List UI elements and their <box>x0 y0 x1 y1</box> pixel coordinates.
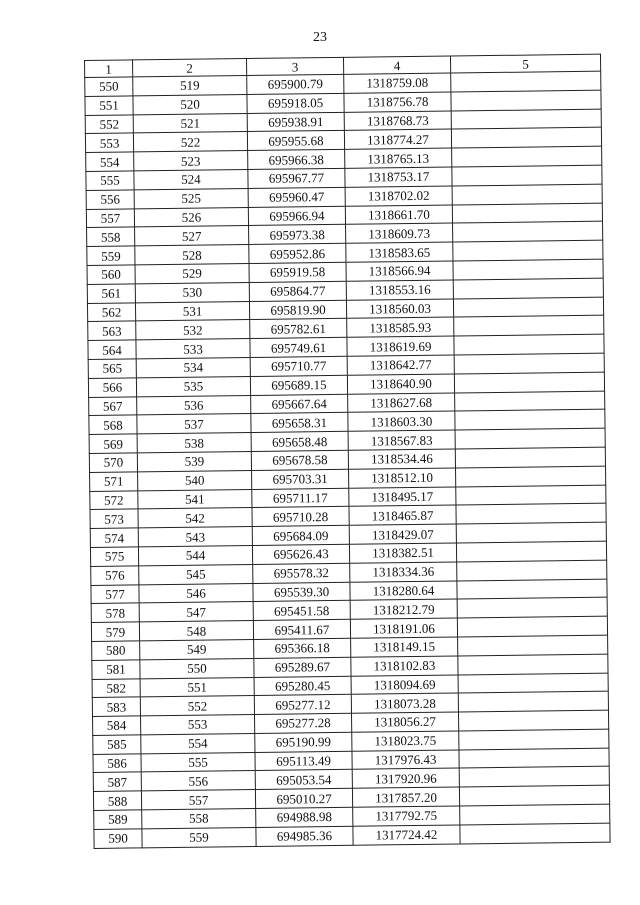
row-number-cell: 570 <box>89 453 137 472</box>
coordinate-x-cell: 695960.47 <box>248 187 345 207</box>
row-number-cell: 551 <box>85 96 133 115</box>
row-number-cell: 577 <box>91 584 139 603</box>
row-number-cell: 584 <box>93 716 141 735</box>
point-number-cell: 522 <box>133 132 247 152</box>
row-number-cell: 569 <box>89 434 137 453</box>
point-number-cell: 548 <box>139 621 253 641</box>
coordinate-x-cell: 695710.28 <box>252 507 349 527</box>
point-number-cell: 551 <box>140 677 254 697</box>
row-number-cell: 580 <box>92 641 140 660</box>
row-number-cell: 552 <box>85 114 133 133</box>
coordinate-x-cell: 695289.67 <box>254 657 351 677</box>
point-number-cell: 520 <box>133 94 247 114</box>
note-cell <box>454 316 604 337</box>
coordinate-y-cell: 1318334.36 <box>350 562 457 582</box>
note-cell <box>458 673 608 694</box>
point-number-cell: 523 <box>134 151 248 171</box>
coordinate-y-cell: 1318759.08 <box>344 73 451 93</box>
point-number-cell: 528 <box>135 245 249 265</box>
coordinate-y-cell: 1317792.75 <box>353 806 460 826</box>
coordinate-x-cell: 695539.30 <box>253 582 350 602</box>
coordinate-y-cell: 1318567.83 <box>348 430 455 450</box>
coordinate-y-cell: 1318465.87 <box>349 505 456 525</box>
row-number-cell: 590 <box>94 829 142 848</box>
note-cell <box>460 804 610 825</box>
coordinate-x-cell: 695938.91 <box>247 112 344 132</box>
coordinate-x-cell: 695658.31 <box>251 413 348 433</box>
row-number-cell: 586 <box>93 754 141 773</box>
row-number-cell: 572 <box>90 490 138 509</box>
coordinate-x-cell: 695900.79 <box>247 74 344 94</box>
point-number-cell: 538 <box>137 433 251 453</box>
coordinate-x-cell: 695864.77 <box>249 281 346 301</box>
coordinates-table <box>84 54 611 849</box>
row-number-cell: 550 <box>85 77 133 96</box>
note-cell <box>452 146 602 167</box>
coordinate-x-cell: 695053.54 <box>255 770 352 790</box>
coordinate-x-cell: 695658.48 <box>251 431 348 451</box>
note-cell <box>453 222 603 243</box>
coordinate-y-cell: 1318603.30 <box>348 411 455 431</box>
note-cell <box>455 447 605 468</box>
row-number-cell: 567 <box>89 396 137 415</box>
coordinate-y-cell: 1317976.43 <box>352 750 459 770</box>
coordinate-y-cell: 1317724.42 <box>353 825 460 845</box>
note-cell <box>451 128 601 149</box>
note-cell <box>458 654 608 675</box>
point-number-cell: 539 <box>137 451 251 471</box>
coordinate-x-cell: 695113.49 <box>255 751 352 771</box>
point-number-cell: 526 <box>134 207 248 227</box>
note-cell <box>458 635 608 656</box>
coordinate-y-cell: 1318627.68 <box>348 393 455 413</box>
note-cell <box>459 767 609 788</box>
coordinate-x-cell: 695967.77 <box>248 168 345 188</box>
note-cell <box>459 748 609 769</box>
note-cell <box>452 184 602 205</box>
note-cell <box>453 259 603 280</box>
column-header-5: 5 <box>450 54 600 73</box>
point-number-cell: 556 <box>141 771 255 791</box>
coordinate-x-cell: 695277.12 <box>254 695 351 715</box>
row-number-cell: 561 <box>87 284 135 303</box>
point-number-cell: 537 <box>137 414 251 434</box>
point-number-cell: 533 <box>136 339 250 359</box>
row-number-cell: 558 <box>87 227 135 246</box>
note-cell <box>456 503 606 524</box>
coordinate-y-cell: 1318560.03 <box>346 299 453 319</box>
column-header-1: 1 <box>85 60 133 78</box>
coordinate-x-cell: 695010.27 <box>255 789 352 809</box>
coordinate-y-cell: 1318512.10 <box>349 468 456 488</box>
note-cell <box>453 278 603 299</box>
row-number-cell: 587 <box>93 772 141 791</box>
note-cell <box>456 522 606 543</box>
note-cell <box>458 691 608 712</box>
coordinate-y-cell: 1318566.94 <box>346 261 453 281</box>
row-number-cell: 579 <box>91 622 139 641</box>
coordinate-y-cell: 1318640.90 <box>347 374 454 394</box>
point-number-cell: 527 <box>135 226 249 246</box>
column-header-4: 4 <box>343 56 450 74</box>
note-cell <box>453 240 603 261</box>
coordinate-y-cell: 1318094.69 <box>351 674 458 694</box>
point-number-cell: 521 <box>133 113 247 133</box>
coordinate-x-cell: 695578.32 <box>253 563 350 583</box>
point-number-cell: 524 <box>134 169 248 189</box>
row-number-cell: 582 <box>92 678 140 697</box>
point-number-cell: 558 <box>142 809 256 829</box>
point-number-cell: 542 <box>138 508 252 528</box>
point-number-cell: 519 <box>133 76 247 96</box>
point-number-cell: 529 <box>135 263 249 283</box>
table-body <box>85 71 610 848</box>
coordinate-y-cell: 1318553.16 <box>346 280 453 300</box>
coordinate-x-cell: 695684.09 <box>252 525 349 545</box>
coordinate-y-cell: 1318619.69 <box>347 336 454 356</box>
point-number-cell: 536 <box>137 395 251 415</box>
coordinate-x-cell: 695919.58 <box>249 262 346 282</box>
row-number-cell: 562 <box>87 302 135 321</box>
coordinate-x-cell: 695366.18 <box>254 638 351 658</box>
coordinate-x-cell: 695280.45 <box>254 676 351 696</box>
coordinate-y-cell: 1318534.46 <box>348 449 455 469</box>
coordinate-x-cell: 695966.38 <box>248 150 345 170</box>
column-header-3: 3 <box>246 57 343 75</box>
coordinate-y-cell: 1318102.83 <box>351 656 458 676</box>
coordinate-x-cell: 695918.05 <box>247 93 344 113</box>
point-number-cell: 545 <box>139 564 253 584</box>
coordinate-y-cell: 1318191.06 <box>350 618 457 638</box>
coordinate-y-cell: 1318642.77 <box>347 355 454 375</box>
point-number-cell: 555 <box>141 752 255 772</box>
coordinate-x-cell: 695952.86 <box>249 243 346 263</box>
coordinate-y-cell: 1318756.78 <box>344 92 451 112</box>
point-number-cell: 541 <box>138 489 252 509</box>
coordinate-x-cell: 695277.28 <box>255 713 352 733</box>
column-header-2: 2 <box>133 59 247 77</box>
point-number-cell: 543 <box>138 527 252 547</box>
row-number-cell: 583 <box>92 697 140 716</box>
row-number-cell: 576 <box>91 566 139 585</box>
point-number-cell: 535 <box>136 376 250 396</box>
row-number-cell: 557 <box>86 208 134 227</box>
point-number-cell: 540 <box>138 470 252 490</box>
note-cell <box>451 90 601 111</box>
coordinate-x-cell: 695966.94 <box>248 206 345 226</box>
coordinate-x-cell: 695689.15 <box>250 375 347 395</box>
point-number-cell: 557 <box>141 790 255 810</box>
coordinate-y-cell: 1318073.28 <box>351 693 458 713</box>
row-number-cell: 556 <box>86 190 134 209</box>
row-number-cell: 559 <box>87 246 135 265</box>
coordinate-x-cell: 695782.61 <box>250 319 347 339</box>
coordinate-y-cell: 1318609.73 <box>346 223 453 243</box>
note-cell <box>456 485 606 506</box>
coordinate-y-cell: 1317920.96 <box>352 768 459 788</box>
note-cell <box>455 410 605 431</box>
row-number-cell: 563 <box>88 321 136 340</box>
coordinate-y-cell: 1318149.15 <box>351 637 458 657</box>
note-cell <box>456 541 606 562</box>
coordinate-x-cell: 695667.64 <box>251 394 348 414</box>
note-cell <box>454 353 604 374</box>
coordinate-x-cell: 694988.98 <box>256 807 353 827</box>
coordinate-x-cell: 694985.36 <box>256 826 353 846</box>
coordinate-y-cell: 1318023.75 <box>352 731 459 751</box>
note-cell <box>457 597 607 618</box>
coordinate-x-cell: 695711.17 <box>252 488 349 508</box>
note-cell <box>454 334 604 355</box>
row-number-cell: 589 <box>94 810 142 829</box>
point-number-cell: 552 <box>140 696 254 716</box>
coordinate-y-cell: 1318768.73 <box>344 111 451 131</box>
coordinate-x-cell: 695819.90 <box>249 300 346 320</box>
coordinate-y-cell: 1318753.17 <box>345 167 452 187</box>
note-cell <box>451 109 601 130</box>
row-number-cell: 564 <box>88 340 136 359</box>
page-number: 23 <box>313 30 327 45</box>
note-cell <box>457 560 607 581</box>
note-cell <box>455 428 605 449</box>
coordinate-y-cell: 1318765.13 <box>345 148 452 168</box>
row-number-cell: 554 <box>86 152 134 171</box>
coordinate-y-cell: 1318702.02 <box>345 186 452 206</box>
point-number-cell: 553 <box>141 715 255 735</box>
coordinate-y-cell: 1318429.07 <box>349 524 456 544</box>
coordinate-y-cell: 1318585.93 <box>347 317 454 337</box>
coordinate-x-cell: 695955.68 <box>247 131 344 151</box>
coordinate-x-cell: 695749.61 <box>250 337 347 357</box>
note-cell <box>453 297 603 318</box>
coordinate-x-cell: 695710.77 <box>250 356 347 376</box>
point-number-cell: 534 <box>136 357 250 377</box>
coordinate-y-cell: 1318280.64 <box>350 580 457 600</box>
point-number-cell: 525 <box>134 188 248 208</box>
row-number-cell: 566 <box>88 378 136 397</box>
row-number-cell: 573 <box>90 509 138 528</box>
point-number-cell: 546 <box>139 583 253 603</box>
row-number-cell: 575 <box>90 547 138 566</box>
coordinate-x-cell: 695626.43 <box>252 544 349 564</box>
note-cell <box>457 616 607 637</box>
row-number-cell: 581 <box>92 660 140 679</box>
point-number-cell: 550 <box>140 658 254 678</box>
note-cell <box>454 372 604 393</box>
coordinate-y-cell: 1318382.51 <box>349 543 456 563</box>
note-cell <box>452 165 602 186</box>
coordinate-y-cell: 1318212.79 <box>350 599 457 619</box>
point-number-cell: 549 <box>140 639 254 659</box>
note-cell <box>452 203 602 224</box>
point-number-cell: 554 <box>141 733 255 753</box>
coordinate-x-cell: 695678.58 <box>251 450 348 470</box>
point-number-cell: 547 <box>139 602 253 622</box>
coordinate-y-cell: 1318774.27 <box>344 129 451 149</box>
note-cell <box>455 391 605 412</box>
point-number-cell: 544 <box>138 545 252 565</box>
coordinate-y-cell: 1318583.65 <box>346 242 453 262</box>
row-number-cell: 555 <box>86 171 134 190</box>
row-number-cell: 560 <box>87 265 135 284</box>
coordinate-x-cell: 695973.38 <box>249 225 346 245</box>
note-cell <box>459 785 609 806</box>
note-cell <box>451 71 601 92</box>
point-number-cell: 531 <box>135 301 249 321</box>
point-number-cell: 532 <box>136 320 250 340</box>
coordinate-y-cell: 1318495.17 <box>349 487 456 507</box>
row-number-cell: 553 <box>85 133 133 152</box>
note-cell <box>456 466 606 487</box>
coordinate-x-cell: 695451.58 <box>253 601 350 621</box>
note-cell <box>458 710 608 731</box>
row-number-cell: 568 <box>89 415 137 434</box>
coordinate-y-cell: 1318661.70 <box>345 205 452 225</box>
row-number-cell: 565 <box>88 359 136 378</box>
coordinate-y-cell: 1317857.20 <box>352 787 459 807</box>
coordinate-x-cell: 695703.31 <box>252 469 349 489</box>
row-number-cell: 571 <box>90 472 138 491</box>
point-number-cell: 559 <box>142 827 256 847</box>
note-cell <box>459 729 609 750</box>
point-number-cell: 530 <box>135 282 249 302</box>
note-cell <box>457 579 607 600</box>
row-number-cell: 574 <box>90 528 138 547</box>
coordinate-x-cell: 695190.99 <box>255 732 352 752</box>
note-cell <box>460 823 610 844</box>
coordinate-x-cell: 695411.67 <box>253 619 350 639</box>
row-number-cell: 585 <box>93 735 141 754</box>
row-number-cell: 578 <box>91 603 139 622</box>
row-number-cell: 588 <box>93 791 141 810</box>
coordinate-y-cell: 1318056.27 <box>352 712 459 732</box>
